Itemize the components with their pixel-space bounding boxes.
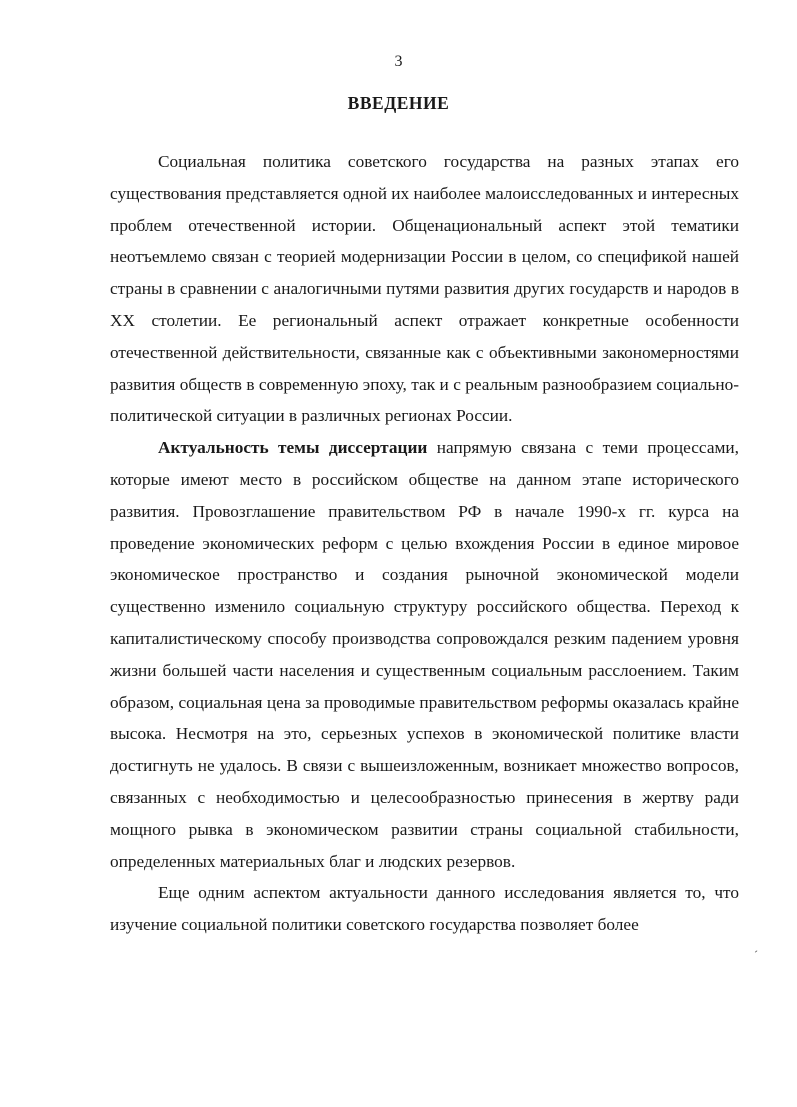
page-number: 3	[394, 53, 403, 70]
paragraph-intro	[110, 146, 739, 432]
paragraph-relevance-text: напрямую связана с теми процессами, которые имеют место в российском обществе на данном этапе исторического развития. Провозглашение правительством РФ в начале 1990-х гг. курса на проведение экономических реформ с целью вхождения России в единое мировое экономическое пространство и создания рыночной экономической модели существенно изменило социальную структуру российского общества. Переход к капиталистическому способу производства сопровождался резким падением уровня жизни большей части населения и существенным социальным расслоением. Таким образом, социальная цена за проводимые правительством реформы оказалась крайне высока. Несмотря на это, серьезных успехов в экономической политике власти достигнуть не удалось. В связи с вышеизложенным, возникает множество вопросов, связанных с необходимостью и целесообразностью принесения в жертву ради мощного рывка в экономическом развитии страны социальной стабильности, определенных материальных благ и людских резервов.	[110, 438, 739, 871]
relevance-term: Актуальность темы диссертации	[158, 438, 428, 458]
paragraph-intro-text: Социальная политика советского государства на разных этапах его существования представляется одной их наиболее малоисследованных и интересных проблем отечественной истории. Общенациональный аспект этой тематики неотъемлемо связан с теорией модернизации России в целом, со спецификой нашей страны в сравнении с аналогичными путями развития других государств и народов в XX столетии. Ее региональный аспект отражает конкретные особенности отечественной действительности, связанные как с объективными закономерностями развития обществ в современную эпоху, так и с реальным разнообразием социально-политической ситуации в различных регионах России.	[110, 152, 739, 426]
section-title: ВВЕДЕНИЕ	[347, 93, 450, 113]
paragraph-another-aspect	[110, 877, 739, 941]
stray-pen-mark: ´	[754, 948, 758, 962]
paragraph-another-aspect-text: Еще одним аспектом актуальности данного исследования является то, что изучение социальной политики советского государства позволяет более	[110, 883, 739, 935]
paragraph-relevance	[110, 432, 739, 877]
body-text	[110, 146, 739, 941]
